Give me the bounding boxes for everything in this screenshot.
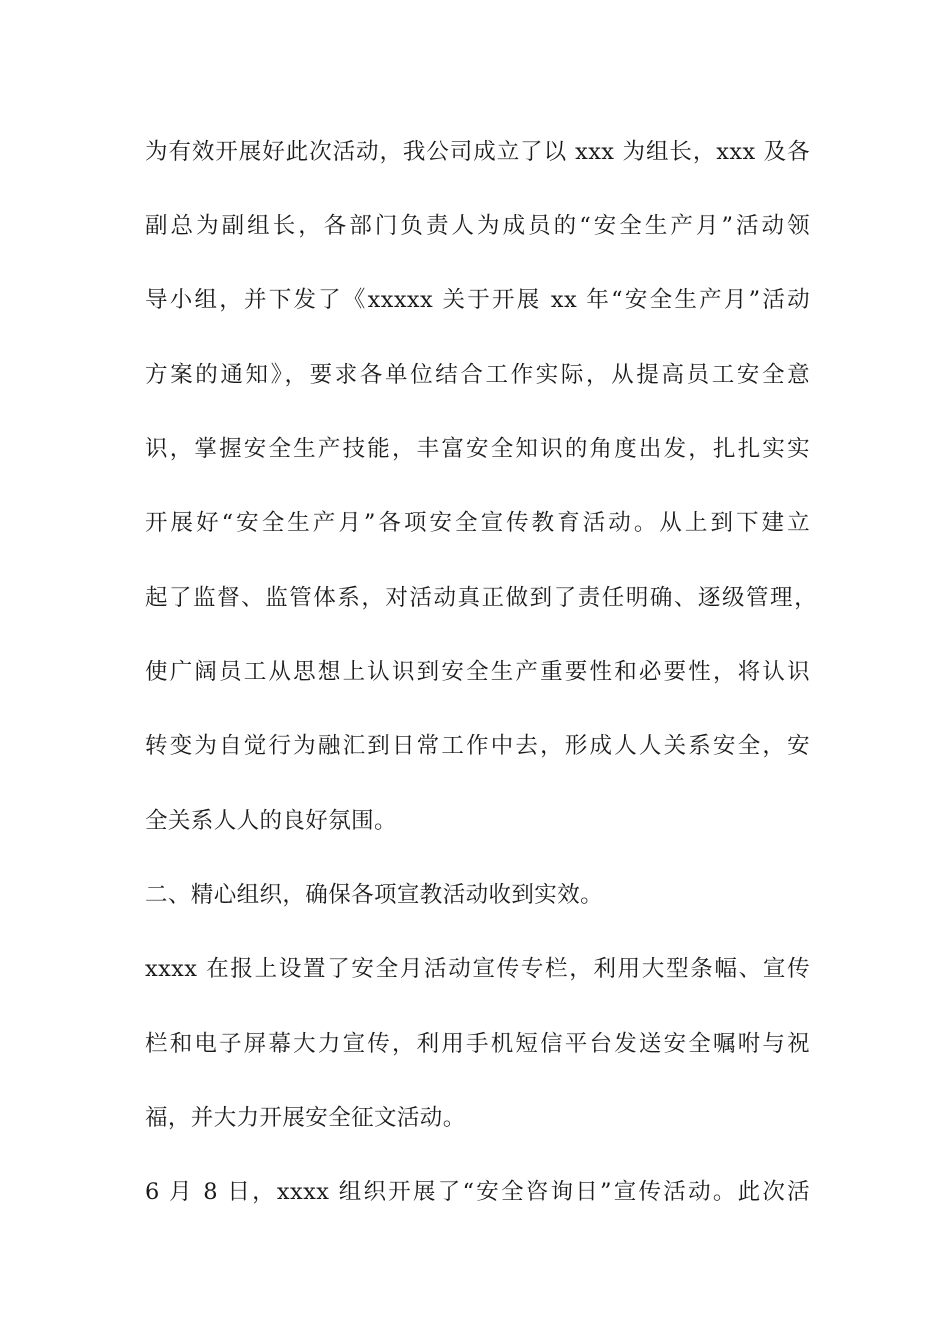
text-line: 方案的通知》，要求各单位结合工作实际，从提高员工安全意 bbox=[145, 362, 810, 388]
text-line: 转变为自觉行为融汇到日常工作中去，形成人人关系安全，安 bbox=[145, 733, 810, 759]
text-line: 副总为副组长，各部门负责人为成员的“安全生产月”活动领 bbox=[145, 213, 810, 239]
text-line: 导小组，并下发了《xxxxx 关于开展 xx 年“安全生产月”活动 bbox=[145, 287, 810, 313]
text-line: 为有效开展好此次活动，我公司成立了以 xxx 为组长，xxx 及各 bbox=[145, 139, 810, 165]
text-line: 起了监督、监管体系，对活动真正做到了责任明确、逐级管理， bbox=[145, 585, 817, 611]
text-line: 开展好“安全生产月”各项安全宣传教育活动。从上到下建立 bbox=[145, 510, 810, 536]
text-line: 福，并大力开展安全征文活动。 bbox=[145, 1105, 466, 1131]
text-line: 栏和电子屏幕大力宣传，利用手机短信平台发送安全嘱咐与祝 bbox=[145, 1031, 810, 1057]
text-line: 使广阔员工从思想上认识到安全生产重要性和必要性，将认识 bbox=[145, 659, 810, 685]
section-heading: 二、精心组织，确保各项宣教活动收到实效。 bbox=[145, 882, 604, 908]
text-line: 6 月 8 日，xxxx 组织开展了“安全咨询日”宣传活动。此次活 bbox=[145, 1179, 810, 1205]
text-line: 全关系人人的良好氛围。 bbox=[145, 808, 397, 834]
text-line: 识，掌握安全生产技能，丰富安全知识的角度出发，扎扎实实 bbox=[145, 436, 810, 462]
text-line: xxxx 在报上设置了安全月活动宣传专栏，利用大型条幅、宣传 bbox=[145, 956, 810, 982]
